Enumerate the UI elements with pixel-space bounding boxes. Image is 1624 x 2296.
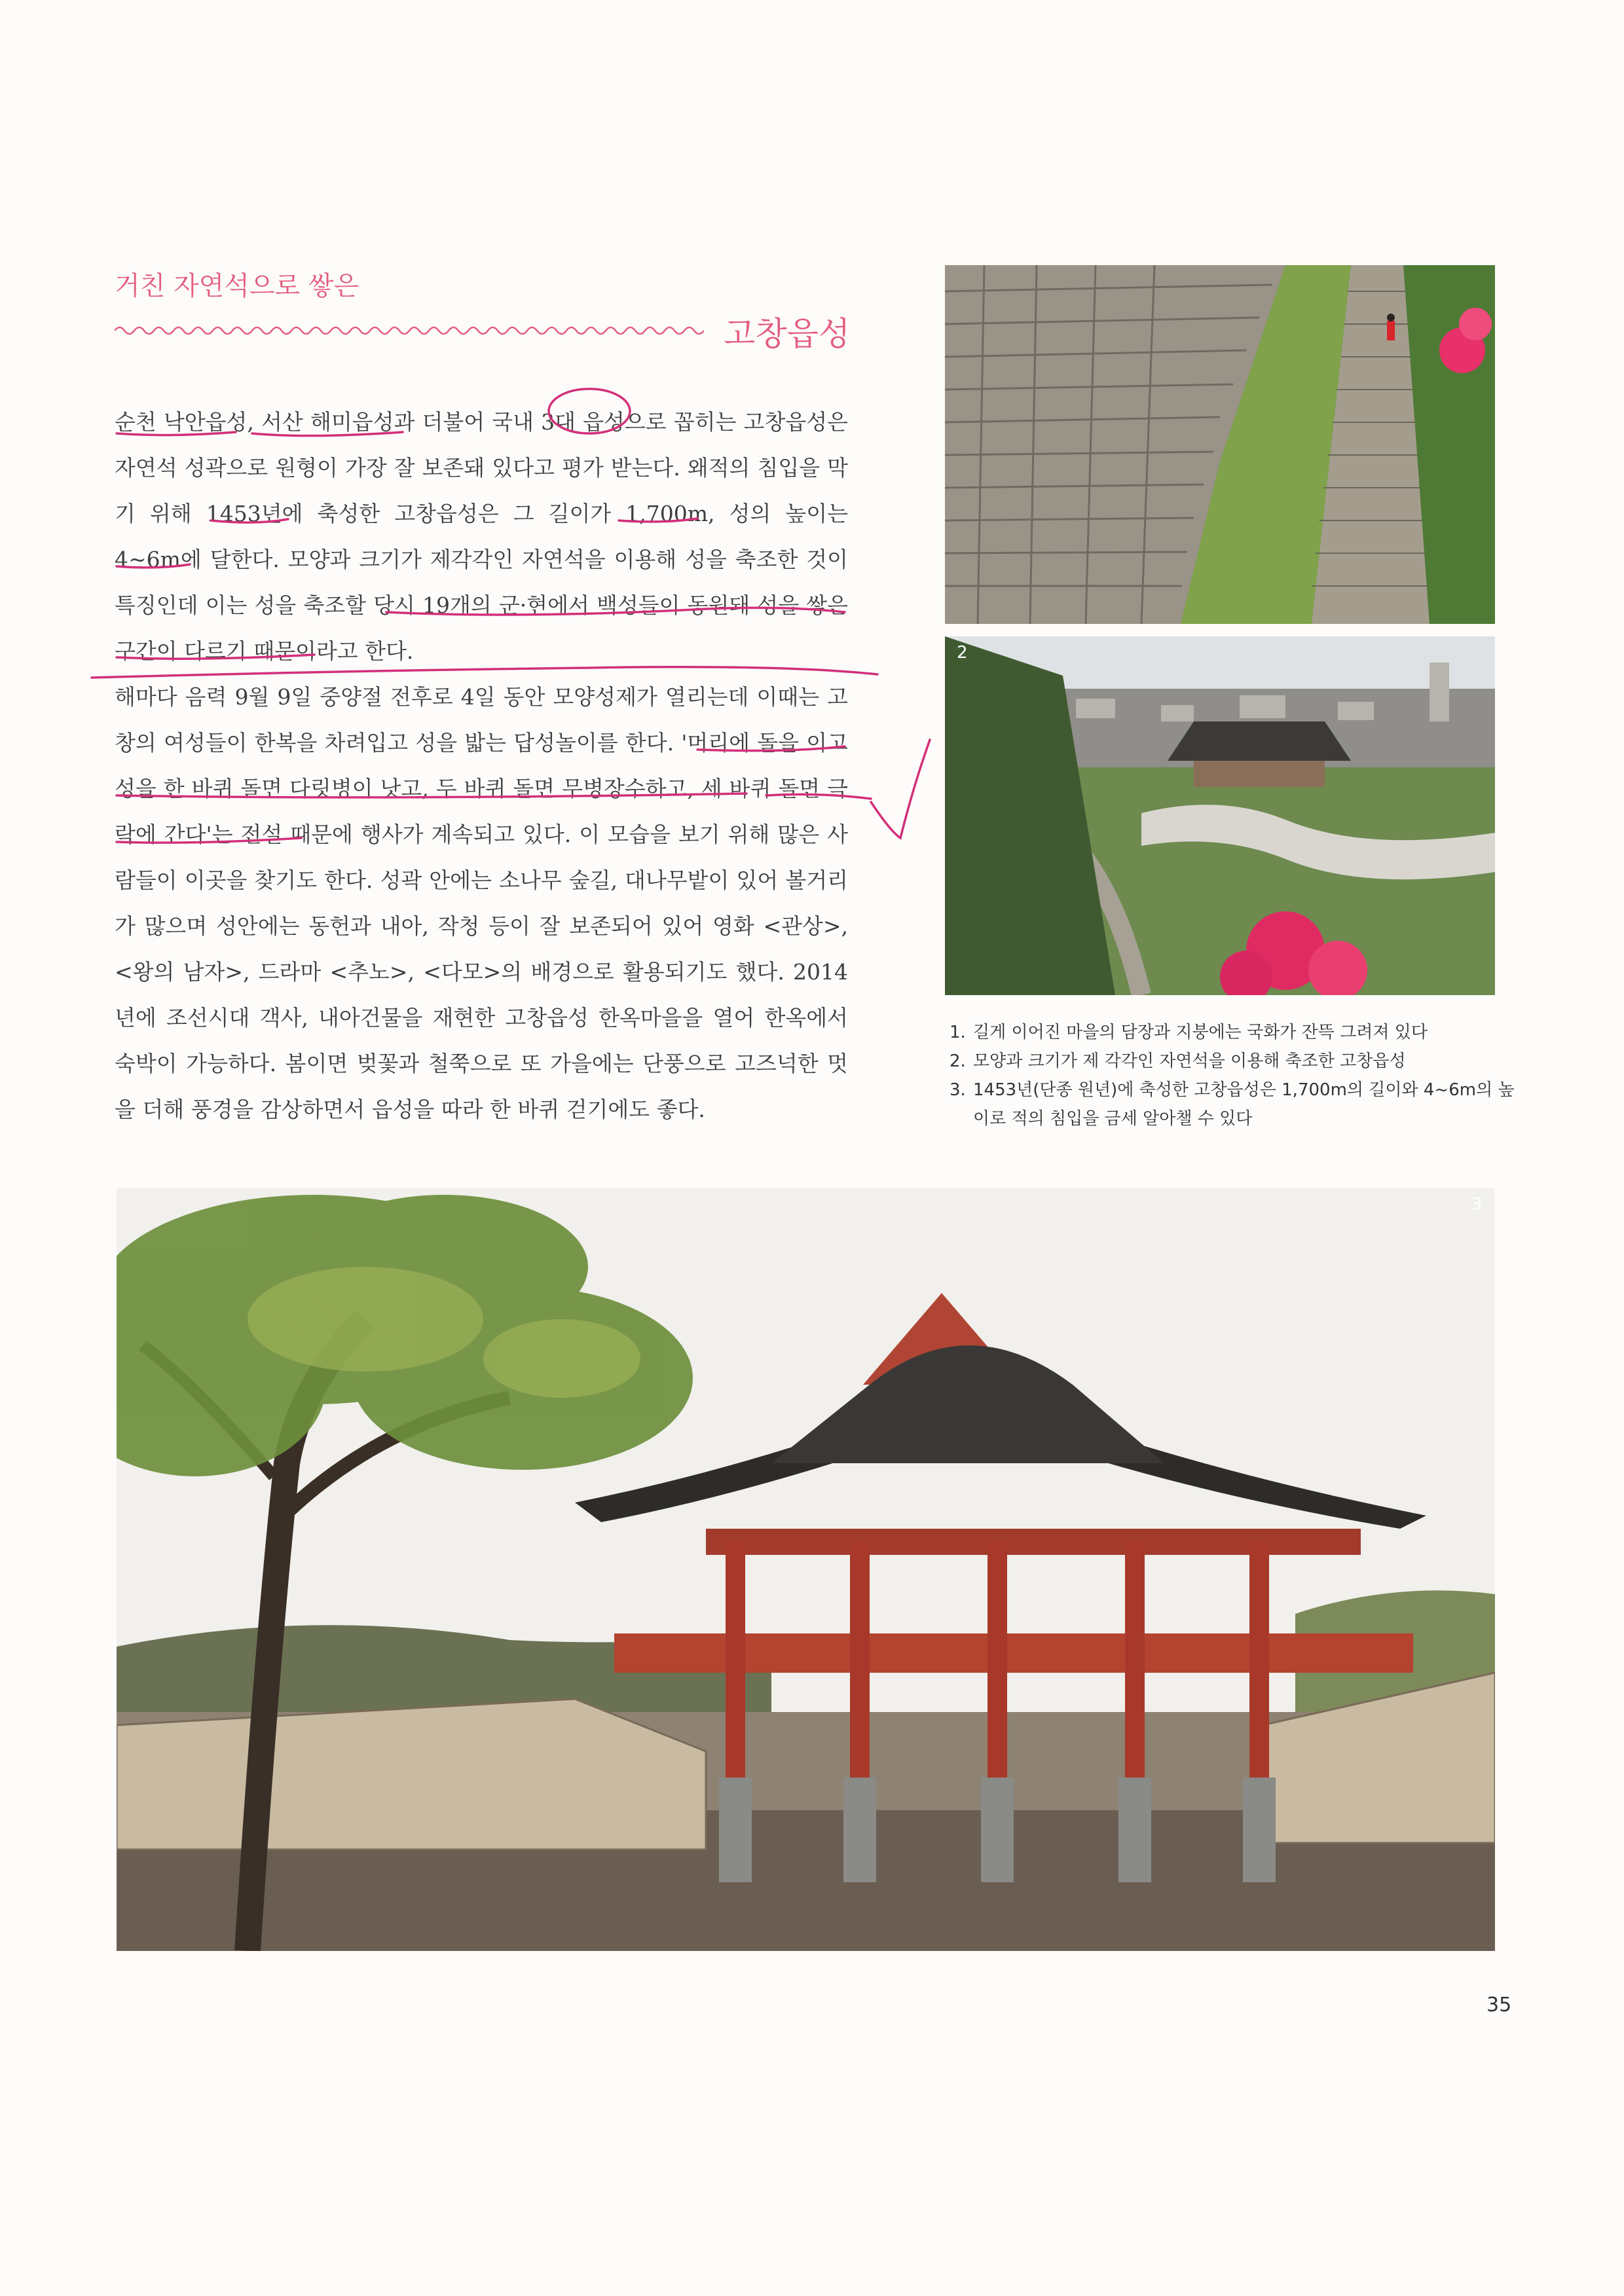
caption-2 [950,1047,1526,1076]
caption-number: 2. [950,1051,966,1071]
photo-captions [950,1018,1526,1133]
caption-3 [950,1076,1526,1133]
article-kicker: 거친 자연석으로 쌓은 [115,271,360,301]
page-number: 35 [1486,1994,1512,2016]
caption-text: 모양과 크기가 제 각각인 자연석을 이용해 축조한 고창읍성 [973,1051,1406,1071]
caption-number: 3. [950,1080,966,1100]
article-body [115,399,848,1133]
photo-3-label: 3 [1471,1195,1482,1214]
caption-text: 1453년(단종 원년)에 축성한 고창읍성은 1,700m의 길이와 4~6m의 높이로 적의 침입을 금세 알아챌 수 있다 [973,1080,1515,1129]
photo-stone-wall-stairs [945,265,1495,624]
photo-pavilion-gate [117,1188,1495,1951]
photo-2-label: 2 [957,643,968,663]
article-headline: 고창읍성 [724,315,851,353]
paragraph-2: 해마다 음력 9월 9일 중양절 전후로 4일 동안 모양성제가 열리는데 이때는 고창의 여성들이 한복을 차려입고 성을 밟는 답성놀이를 한다. '머리에 돌을 이고 성을 한 바퀴 돌면 다릿병이 낫고, 두 바퀴 돌면 무병장수하고, 세 바퀴 돌면 극락에 간다'는 전설 때문에 행사가 계속되고 있다. 이 모습을 보기 위해 많은 사람들이 이곳을 찾기도 한다. 성곽 안에는 소나무 숲길, 대나무밭이 있어 볼거리가 많으며 성안에는 동헌과 내아, 작청 등이 잘 보존되어 있어 영화 <관상>, <왕의 남자>, 드라마 <추노>, <다모>의 배경으로 활용되기도 했다. 2014년에 조선시대 객사, 내아건물을 재현한 고창읍성 한옥마을을 열어 한옥에서 숙박이 가능하다. 봄이면 벚꽃과 철쭉으로 또 가을에는 단풍으로 고즈넉한 멋을 더해 풍경을 감상하면서 읍성을 따라 한 바퀴 걷기에도 좋다. [115,684,848,1122]
caption-1 [950,1018,1526,1047]
wave-divider [115,321,704,340]
caption-number: 1. [950,1023,966,1042]
photo-fortress-aerial [945,636,1495,995]
paragraph-1: 순천 낙안읍성, 서산 해미읍성과 더불어 국내 3대 읍성으로 꼽히는 고창읍성은 자연석 성곽으로 원형이 가장 잘 보존돼 있다고 평가 받는다. 왜적의 침입을 막기 위해 1453년에 축성한 고창읍성은 그 길이가 1,700m, 성의 높이는 4~6m에 달한다. 모양과 크기가 제각각인 자연석을 이용해 성을 축조한 것이 특징인데 이는 성을 축조할 당시 19개의 군·현에서 백성들이 동원돼 성을 쌓은 구간이 다르기 때문이라고 한다. [115,409,848,664]
caption-text: 길게 이어진 마을의 담장과 지붕에는 국화가 잔뜩 그려져 있다 [973,1023,1428,1042]
